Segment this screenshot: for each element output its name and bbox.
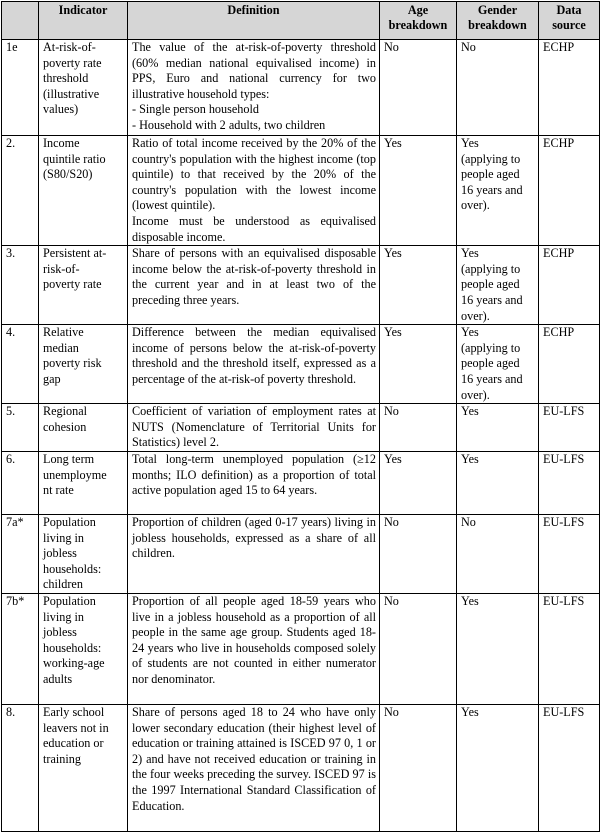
row-indicator: Population living in jobless households: children [39, 514, 128, 593]
row-definition: Difference between the median equivalised income of persons below the at-risk-of-poverty threshold and the threshold itself, expressed as a percentage of the at-risk-of poverty threshold. [128, 325, 380, 404]
row-age-breakdown: Yes [380, 325, 457, 404]
table-header-row [2, 2, 600, 40]
row-number: 7a* [2, 514, 39, 593]
row-definition: Total long-term unemployed population (≥12 months; ILO definition) as a proportion of total active population aged 15 to 64 years. [128, 451, 380, 514]
row-indicator: Relative median poverty risk gap [39, 325, 128, 404]
row-data-source: EU-LFS [539, 514, 600, 593]
row-data-source: ECHP [539, 325, 600, 404]
row-data-source: ECHP [539, 246, 600, 325]
row-number: 1e [2, 40, 39, 136]
row-indicator: Long term unemployme nt rate [39, 451, 128, 514]
row-gender-breakdown: Yes (applying to people aged 16 years and over). [457, 246, 539, 325]
table-row [2, 325, 600, 404]
header-definition: Definition [128, 2, 380, 40]
row-data-source: EU-LFS [539, 451, 600, 514]
row-indicator: At-risk-of- poverty rate threshold (illustrative values) [39, 40, 128, 136]
table-row [2, 514, 600, 593]
row-age-breakdown: No [380, 40, 457, 136]
indicators-table [1, 1, 600, 832]
row-gender-breakdown: Yes [457, 704, 539, 831]
row-number: 3. [2, 246, 39, 325]
row-gender-breakdown: Yes (applying to people aged 16 years and over). [457, 325, 539, 404]
row-indicator: Income quintile ratio (S80/S20) [39, 136, 128, 246]
table-row [2, 704, 600, 831]
row-age-breakdown: No [380, 404, 457, 452]
table-row [2, 404, 600, 452]
header-indicator: Indicator [39, 2, 128, 40]
row-definition: Ratio of total income received by the 20% of the country's population with the highest income (top quintile) to that received by the 20% of the country's population with the lowest income (lowest quintile). Income must be understood as equivalised disposable income. [128, 136, 380, 246]
row-age-breakdown: Yes [380, 451, 457, 514]
row-age-breakdown: No [380, 593, 457, 704]
row-number: 4. [2, 325, 39, 404]
table-row [2, 136, 600, 246]
row-gender-breakdown: Yes (applying to people aged 16 years and over). [457, 136, 539, 246]
row-number: 6. [2, 451, 39, 514]
table-row [2, 40, 600, 136]
header-data-source: Data source [539, 2, 600, 40]
row-definition: Share of persons with an equivalised disposable income below the at-risk-of-poverty threshold in the current year and in at least two of the preceding three years. [128, 246, 380, 325]
row-number: 8. [2, 704, 39, 831]
row-definition: The value of the at-risk-of-poverty threshold (60% median national equivalised income) in PPS, Euro and national currency for two illustrative household types: - Single person household - Household with 2 adults, two children [128, 40, 380, 136]
row-definition: Proportion of all people aged 18-59 years who live in a jobless household as a proportion of all people in the same age group. Students aged 18-24 years who live in households composed solely of students are not counted in either numerator nor denominator. [128, 593, 380, 704]
row-number: 7b* [2, 593, 39, 704]
row-gender-breakdown: Yes [457, 404, 539, 452]
row-age-breakdown: Yes [380, 246, 457, 325]
row-number: 2. [2, 136, 39, 246]
row-gender-breakdown: Yes [457, 451, 539, 514]
row-indicator: Persistent at- risk-of- poverty rate [39, 246, 128, 325]
row-data-source: ECHP [539, 40, 600, 136]
row-data-source: EU-LFS [539, 593, 600, 704]
row-definition: Share of persons aged 18 to 24 who have only lower secondary education (their highest level of education or training attained is ISCED 97 0, 1 or 2) and have not received education or training in the four weeks preceding the survey. ISCED 97 is the 1997 International Standard Classification of Education. [128, 704, 380, 831]
table-row [2, 593, 600, 704]
header-gender-breakdown: Gender breakdown [457, 2, 539, 40]
row-data-source: EU-LFS [539, 404, 600, 452]
row-data-source: ECHP [539, 136, 600, 246]
row-gender-breakdown: No [457, 514, 539, 593]
row-gender-breakdown: Yes [457, 593, 539, 704]
table-row [2, 246, 600, 325]
row-definition: Proportion of children (aged 0-17 years) living in jobless households, expressed as a share of all children. [128, 514, 380, 593]
row-definition: Coefficient of variation of employment rates at NUTS (Nomenclature of Territorial Units for Statistics) level 2. [128, 404, 380, 452]
row-age-breakdown: No [380, 704, 457, 831]
row-age-breakdown: Yes [380, 136, 457, 246]
row-gender-breakdown: No [457, 40, 539, 136]
header-number [2, 2, 39, 40]
row-indicator: Early school leavers not in education or training [39, 704, 128, 831]
row-age-breakdown: No [380, 514, 457, 593]
row-indicator: Regional cohesion [39, 404, 128, 452]
table-row [2, 451, 600, 514]
row-data-source: EU-LFS [539, 704, 600, 831]
row-number: 5. [2, 404, 39, 452]
row-indicator: Population living in jobless households: working-age adults [39, 593, 128, 704]
header-age-breakdown: Age breakdown [380, 2, 457, 40]
